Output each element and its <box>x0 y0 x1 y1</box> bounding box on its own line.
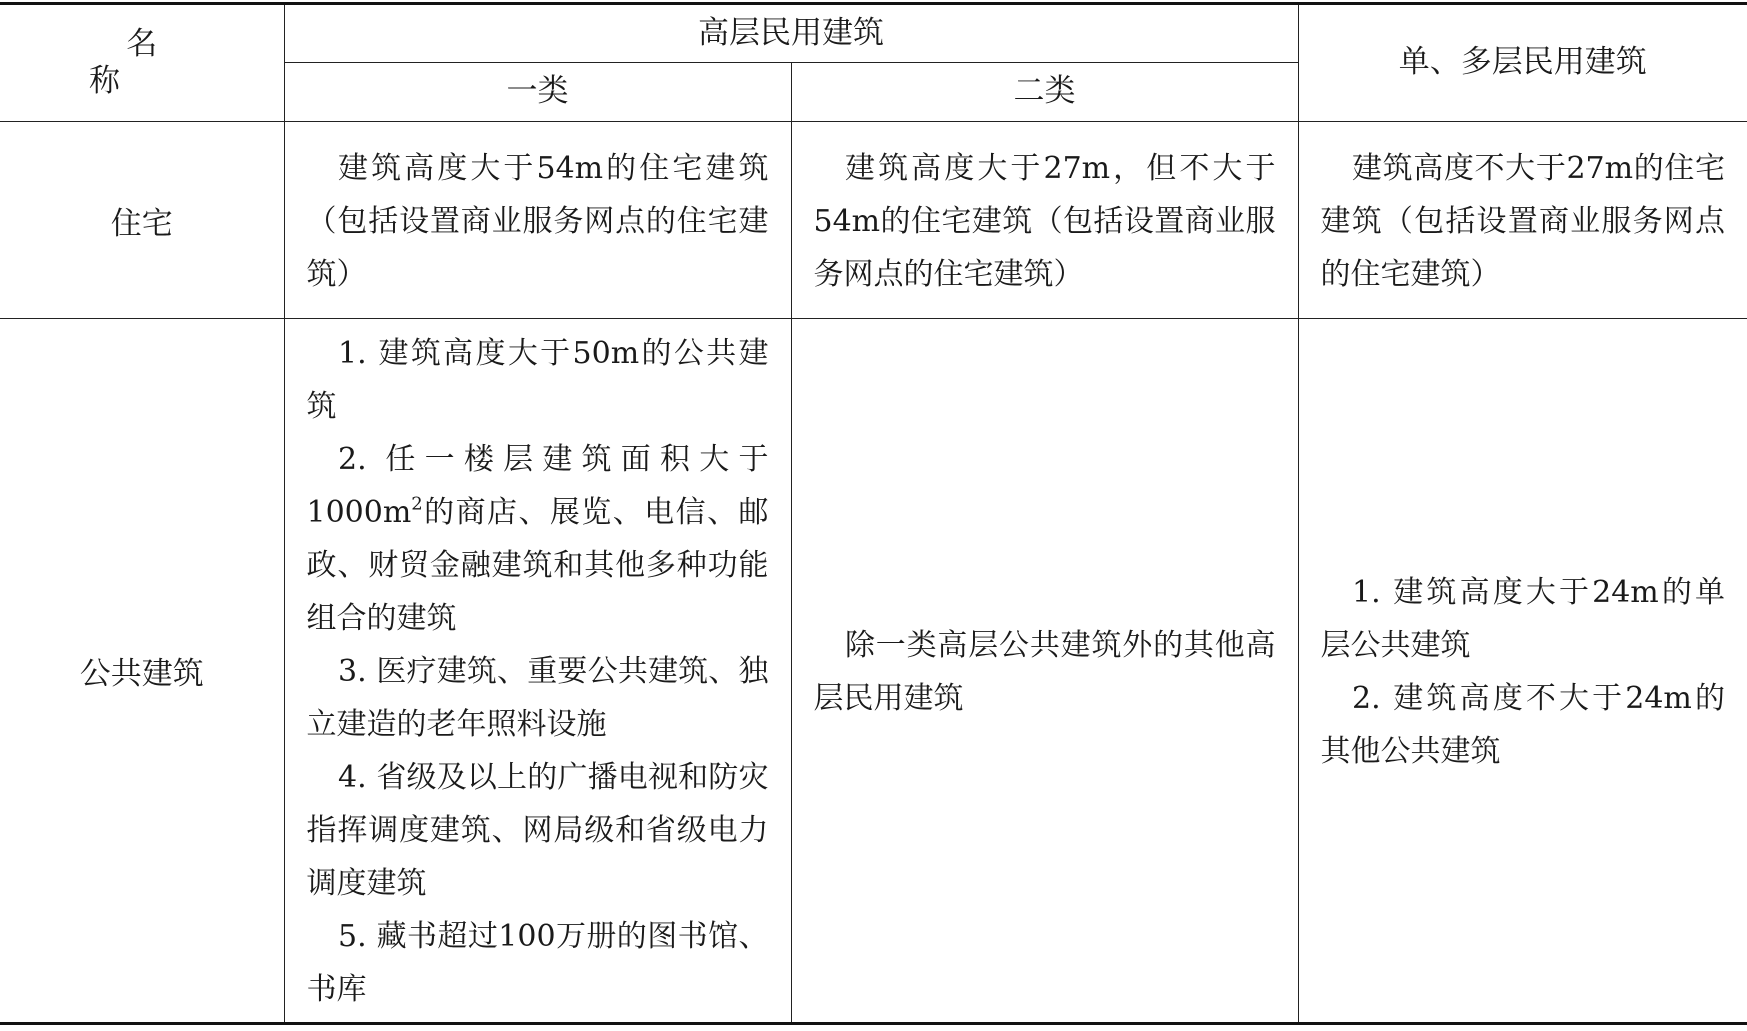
building-classification-table <box>0 2 1747 1025</box>
header-class-one-label: 一类 <box>506 73 569 110</box>
public-low-multi-item-1: 1. 建筑高度大于24m的单层公共建筑 <box>1320 574 1725 663</box>
row-public-label: 公共建筑 <box>79 656 204 692</box>
header-class-two-cell <box>791 63 1298 122</box>
residential-low-multi-text: 建筑高度不大于27m的住宅建筑（包括设置商业服务网点的住宅建筑） <box>1320 150 1725 292</box>
public-low-multi-cell <box>1298 319 1747 1024</box>
residential-class-two-cell <box>791 122 1298 319</box>
header-low-multi-cell <box>1298 4 1747 122</box>
row-residential <box>0 122 1747 319</box>
public-class-one-item-4: 4. 省级及以上的广播电视和防灾指挥调度建筑、网局级和省级电力调度建筑 <box>306 760 769 901</box>
public-class-two-text: 除一类高层公共建筑外的其他高层民用建筑 <box>813 627 1276 716</box>
public-class-one-cell <box>284 319 791 1024</box>
header-name-label: 名 称 <box>89 25 338 99</box>
residential-class-one-cell <box>284 122 791 319</box>
public-class-two-cell <box>791 319 1298 1024</box>
header-high-rise-cell <box>284 4 1298 63</box>
header-name-cell <box>0 4 338 122</box>
public-class-one-item-2-after: 的商店、展览、电信、邮政、财贸金融建筑和其他多种功能组合的建筑 <box>306 495 769 636</box>
public-class-one-item-5: 5. 藏书超过100万册的图书馆、书库 <box>306 919 769 1007</box>
residential-low-multi-cell <box>1298 122 1747 319</box>
header-class-two-label: 二类 <box>1013 73 1076 110</box>
public-low-multi-item-2: 2. 建筑高度不大于24m的其他公共建筑 <box>1320 680 1725 769</box>
public-class-one-item-1: 1. 建筑高度大于50m的公共建筑 <box>306 336 769 424</box>
public-class-one-item-2 <box>307 433 769 645</box>
header-row-1 <box>0 4 1747 63</box>
residential-class-one-text: 建筑高度大于54m的住宅建筑（包括设置商业服务网点的住宅建筑） <box>306 150 769 292</box>
public-class-one-item-2-before: 2. 任一楼层建筑面积大于1000m <box>306 442 769 530</box>
header-class-one-cell <box>284 63 791 122</box>
residential-class-two-text: 建筑高度大于27m，但不大于54m的住宅建筑（包括设置商业服务网点的住宅建筑） <box>813 150 1276 292</box>
public-class-one-item-3: 3. 医疗建筑、重要公共建筑、独立建造的老年照料设施 <box>306 654 769 742</box>
header-low-multi-label: 单、多层民用建筑 <box>1398 44 1647 81</box>
header-high-rise-label: 高层民用建筑 <box>698 14 884 51</box>
row-public-label-cell <box>0 319 284 1024</box>
superscript-2: 2 <box>411 493 423 515</box>
row-residential-label-cell <box>0 122 284 319</box>
row-residential-label: 住宅 <box>110 205 173 242</box>
row-public <box>0 319 1747 1024</box>
